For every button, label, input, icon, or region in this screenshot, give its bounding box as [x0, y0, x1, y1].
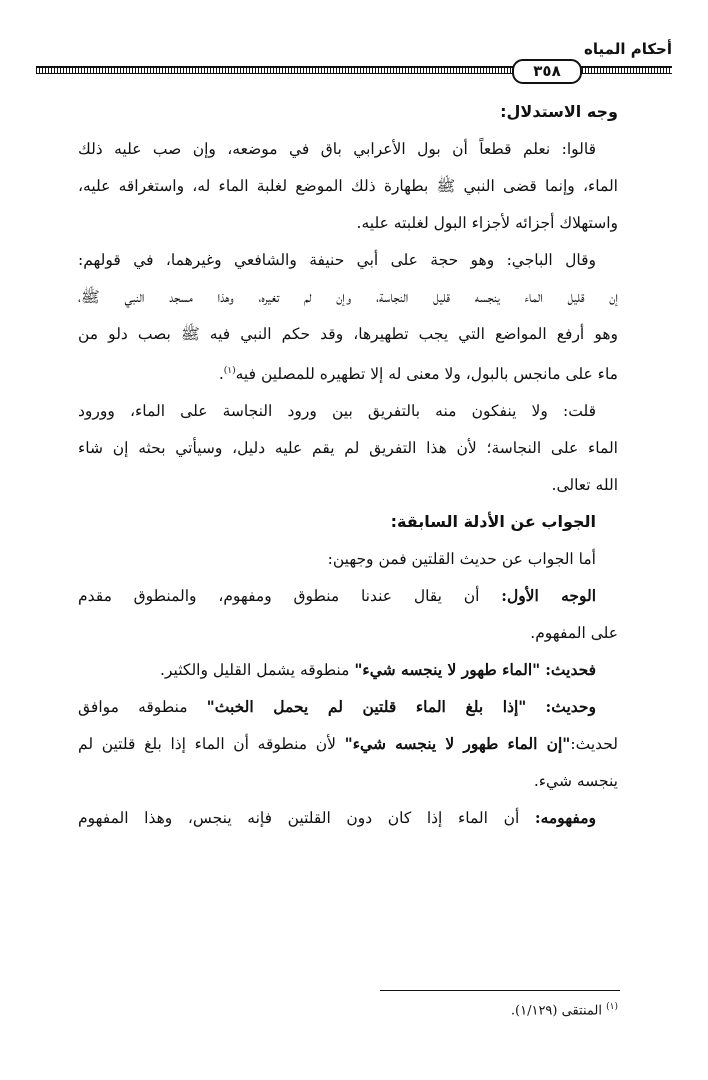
footnote-marker: (١): [606, 1002, 618, 1012]
text-line: لحديث:"إن الماء طهور لا ينجسه شيء" لأن منطوقه أن الماء إذا بلغ قلتين لم: [78, 734, 618, 754]
footnote-rule: [380, 990, 620, 991]
text-line: إن قليل الماء ينجسه قليل النجاسة، وإن لم تغيره، وهذا مسجد النبي ﷺ،: [78, 288, 618, 306]
text-line: الماء على النجاسة؛ لأن هذا التفريق لم يقم عليه دليل، وسيأتي بحثه إن شاء: [78, 439, 618, 458]
text-line: قلت: ولا ينفكون منه بالتفريق بين ورود النجاسة على الماء، وورود: [78, 402, 596, 421]
section-heading: وجه الاستدلال:: [500, 102, 618, 121]
text-line: قالوا: نعلم قطعاً أن بول الأعرابي باق في موضعه، وإن صب عليه ذلك: [78, 140, 596, 158]
text-line: أما الجواب عن حديث القلتين فمن وجهين:: [327, 550, 596, 569]
footnote-marker: (١): [223, 366, 236, 376]
section-heading: الجواب عن الأدلة السابقة:: [390, 512, 596, 532]
page-number: ٣٥٨: [512, 59, 582, 84]
text-line: الله تعالى.: [551, 476, 618, 495]
running-header-title: أحكام المياه: [584, 40, 672, 58]
text-line: ومفهومه: أن الماء إذا كان دون القلتين فإنه ينجس، وهذا المفهوم: [78, 808, 596, 828]
text-line: ماء على مانجس بالبول، ولا معنى له إلا تطهيره للمصلين فيه$^{(١)}$.: [218, 365, 618, 384]
text-line: وقال الباجي: وهو حجة على أبي حنيفة والشافعي وغيرهما، في قولهم:: [78, 251, 596, 269]
text-line: فحديث: "الماء طهور لا ينجسه شيء" منطوقه يشمل القليل والكثير.: [160, 660, 596, 680]
text-line: الوجه الأول: أن يقال عندنا منطوق ومفهوم، والمنطوق مقدم: [78, 586, 596, 606]
text-line: وحديث: "إذا بلغ الماء قلتين لم يحمل الخبث" منطوقه موافق: [78, 697, 596, 717]
footnote: [511, 1002, 618, 1018]
text-line: على المفهوم.: [530, 624, 618, 643]
footnote-text: المنتقى (١/١٢٩).: [510, 1003, 602, 1019]
text-line: واستهلاك أجزائه لأجزاء البول لغلبته عليه.: [356, 214, 618, 232]
text-line: ينجسه شيء.: [533, 772, 618, 791]
text-line: الماء، وإنما قضى النبي ﷺ بطهارة ذلك الموضع لغلبة الماء له، واستغراقه عليه،: [78, 177, 618, 195]
text-line: وهو أرفع المواضع التي يجب تطهيرها، وقد حكم النبي فيه ﷺ بصب دلو من: [78, 325, 618, 343]
page-body: [78, 100, 618, 843]
